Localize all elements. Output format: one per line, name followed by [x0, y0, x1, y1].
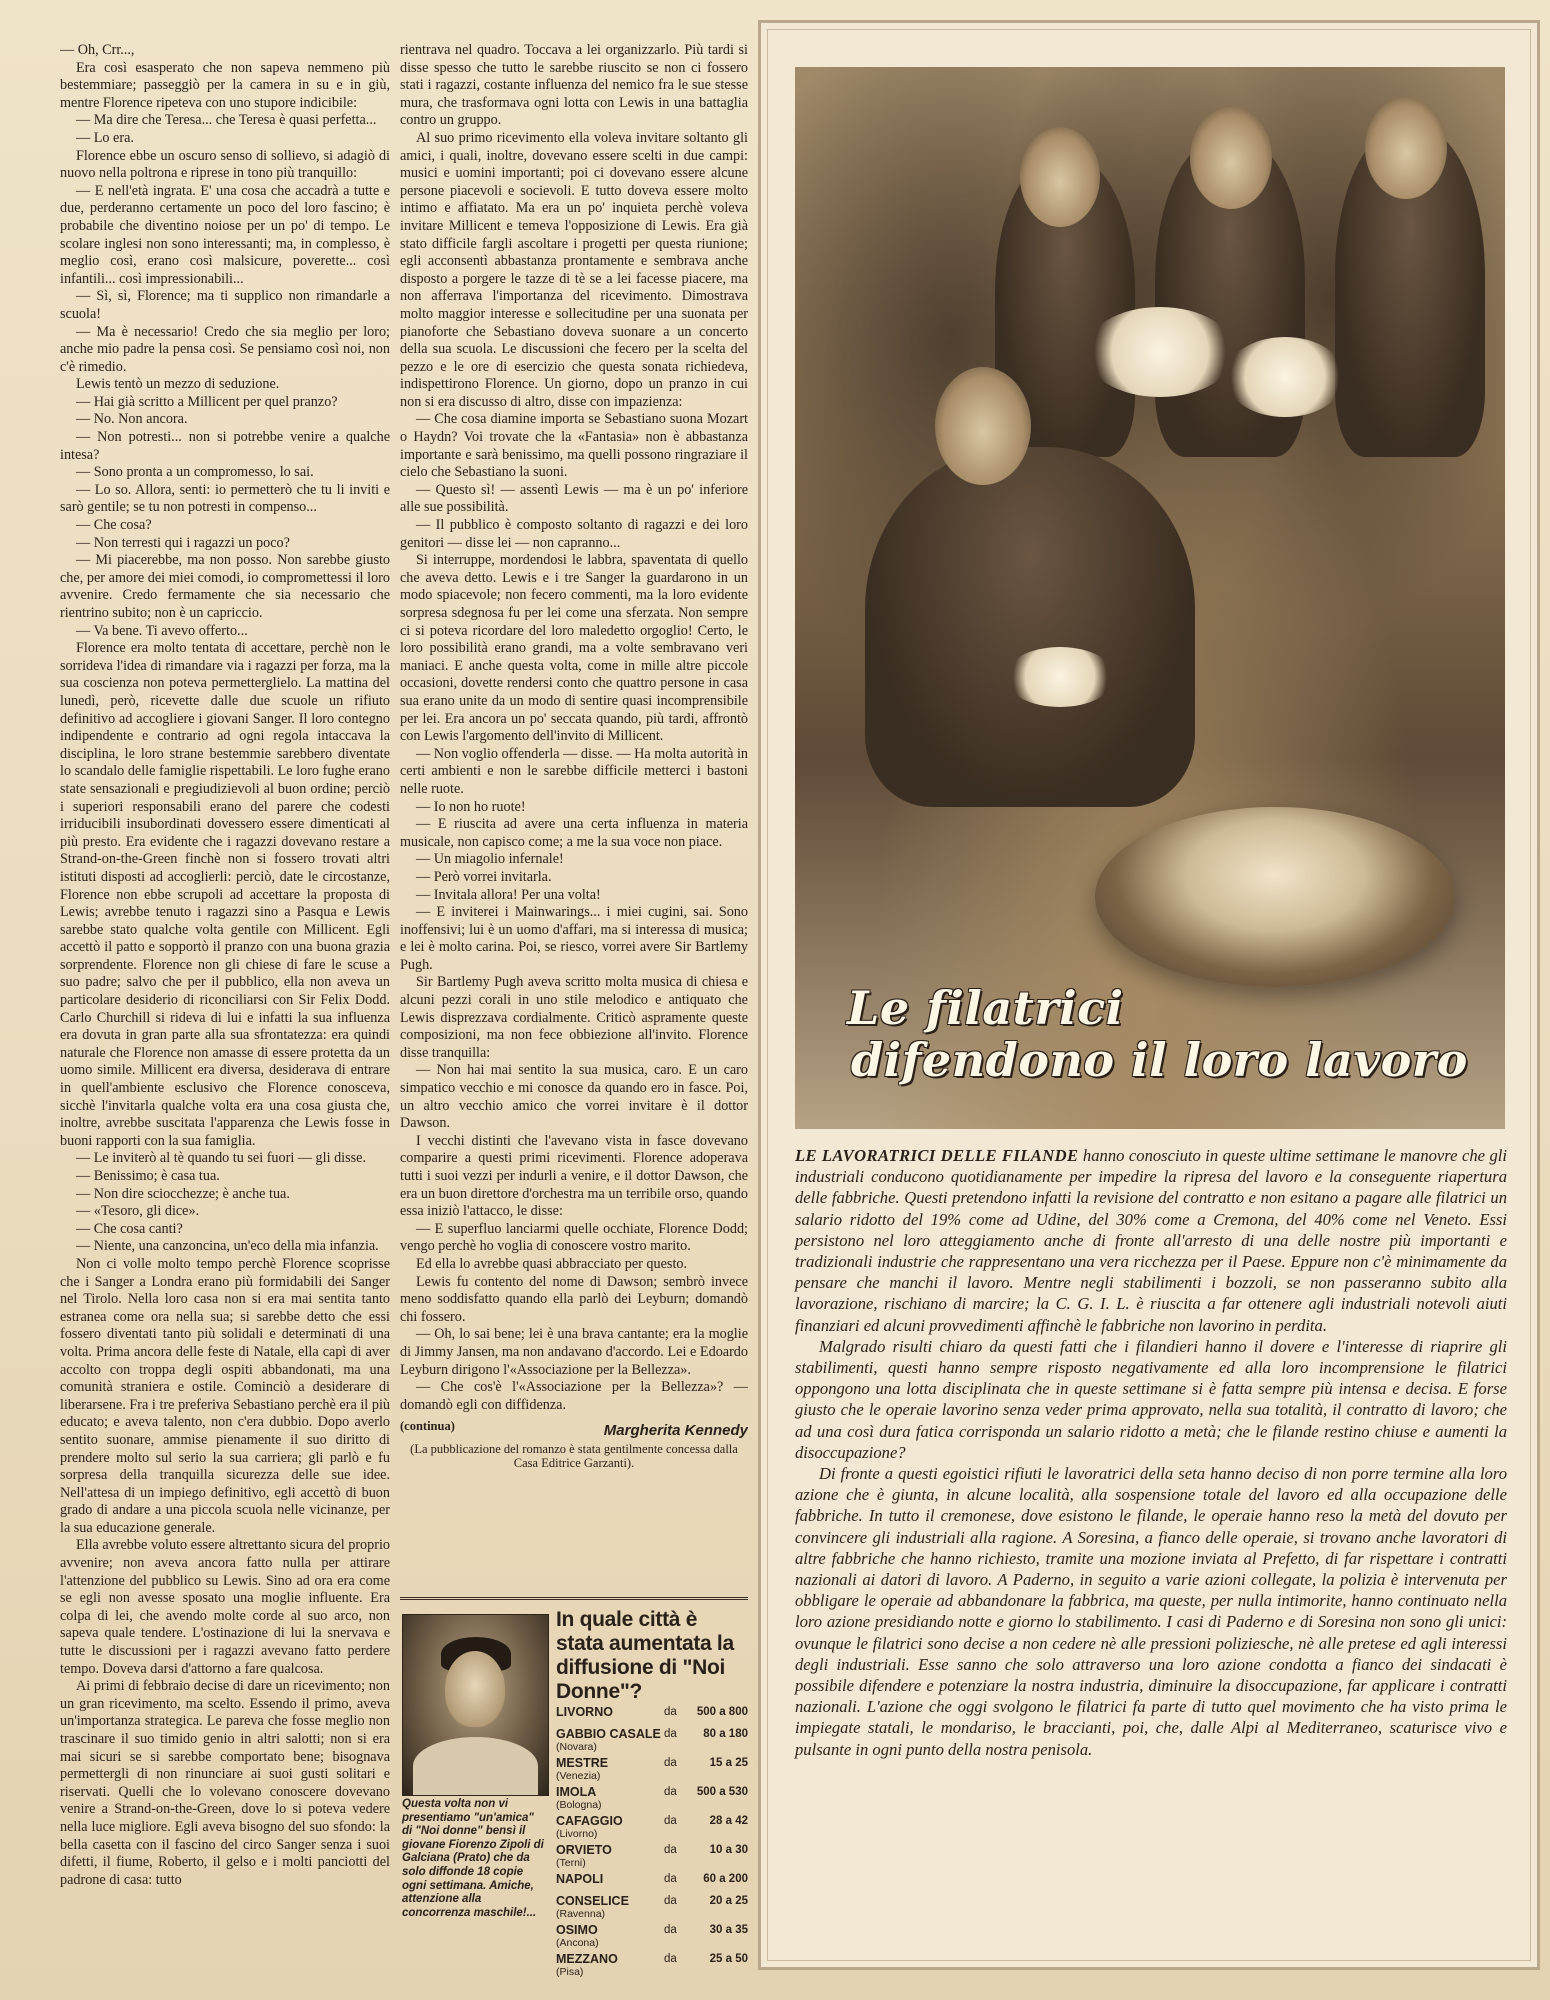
novel-paragraph: — E inviterei i Mainwarings... i miei cugini, sai. Sono inoffensivi; lui è un uomo d'affari, ma si interessa di musica; e lei è molto carina. Poi, se riesco, vorrei avere Sir Bartlemy Pugh. [400, 904, 748, 973]
novel-paragraph: — Il pubblico è composto soltanto di ragazzi e dei loro genitori — disse lei — non capranno... [400, 517, 748, 551]
novel-paragraph: — Non potresti... non si potrebbe venire a qualche intesa? [60, 429, 390, 463]
novel-paragraph: — No. Non ancora. [76, 411, 188, 428]
city-row [556, 1757, 748, 1786]
city-name-block [556, 1895, 664, 1920]
novel-paragraph: — Questo sì! — assentì Lewis — ma è un po' inferiore alle sue possibilità. [400, 481, 748, 516]
novel-paragraph: Lewis fu contento del nome di Dawson; sembrò invece meno soddisfatto quando ella parlò dei Leyburn; domandò chi fossero. [400, 1273, 748, 1325]
city-name-block [556, 1815, 664, 1840]
novel-column-1 [60, 42, 390, 1977]
city-province: (Livorno) [556, 1828, 598, 1840]
publication-note: (La pubblicazione del romanzo è stata gentilmente concessa dalla Casa Editrice Garzanti). [410, 1441, 738, 1471]
cocoon-basket [1095, 807, 1455, 987]
article-lead: LE LAVORATRICI DELLE FILANDE [795, 1146, 1079, 1165]
continuation-line [400, 1418, 748, 1440]
city-range: 25 a 50 [709, 1953, 748, 1965]
city-province: (Bologna) [556, 1799, 602, 1811]
article-body [795, 1145, 1507, 1760]
novel-paragraph: — Benissimo; è casa tua. [76, 1168, 220, 1184]
city-province: (Ravenna) [556, 1908, 606, 1920]
novel-paragraph: — Oh, Crr..., [60, 42, 135, 58]
city-name: CAFAGGIO [556, 1814, 623, 1828]
city-from-label: da [664, 1728, 677, 1740]
worker-head [1365, 97, 1447, 199]
city-row [556, 1873, 748, 1895]
novel-paragraph: — Ma è necessario! Credo che sia meglio per loro; anche mio padre la pensa così. Se pensiamo così noi, non c'è rimedio. [60, 323, 390, 375]
photo-caption: Questa volta non vi presentiamo "un'amica" di "Noi donne" bensì il giovane Fiorenzo Zipoli di Galciana (Prato) che da solo diffonde 18 copie ogni settimana. Amiche, attenzione alla concorrenza maschile!... [402, 1798, 544, 1919]
novel-paragraph: Sir Bartlemy Pugh aveva scritto molta musica di chiesa e alcuni pezzi corali in uno stile melodico e antiquato che Lewis disprezzava cordialmente. Criticò aspramente queste composizioni, ma non fece obbiezione all'invito. Florence disse tranquilla: [400, 974, 748, 1061]
city-list [556, 1706, 748, 1982]
city-name: GABBIO CASALE [556, 1727, 661, 1741]
city-name-block [556, 1953, 664, 1978]
novel-paragraph: — Che cos'è l'«Associazione per la Bellezza»? — domandò egli con diffidenza. [400, 1379, 748, 1413]
city-from-label: da [664, 1706, 677, 1718]
novel-paragraph: — Che cosa diamine importa se Sebastiano suona Mozart o Haydn? Voi trovate che la «Fantasia» non è abbastanza importante e sarà benissimo, ma quelli possono ringraziare il cielo che Sebastiano la suoni. [400, 411, 748, 481]
city-row [556, 1786, 748, 1815]
novel-paragraph: Florence era molto tentata di accettare, perchè non le sorrideva l'idea di rimandare via i ragazzi per forza, ma la sua coscienza non poteva permetterglielo. La mattina del lunedì, però, ricevette dalle due scuole un rifiuto definitivo ad accogliere i giovani Sanger. Il loro contegno indipendente e contrario ad ogni regola intaccava la disciplina, le loro strane bestemmie sarebbero diventate lo scandalo delle famiglie rispettabili. Le loro fughe erano state sensazionali e pregiudizievoli al buon ordine; perciò i superiori responsabili erano del parere che codesti irriducibili insubordinati dovessero essere dimenticati al più presto. Era evidente che i ragazzi dovevano restare a Strand-on-the-Green finchè non si fossero trovati altri istituti disposti ad accoglierli: perciò, date le circostanze, Florence non ebbe scrupoli ad accettare la proposta di Lewis; avrebbe tenuto i ragazzi sino a Pasqua e Lewis sarebbe stato qualche volta gentile con Millicent. Egli accettò il patto e sopportò il pranzo con una buona grazia sorprendente. Florence non gli chiese di fare le scuse a suo padre; salvo che per il pubblico, ella non aveva un particolare desiderio di riconciliarsi con Sir Felix Dodd. Carlo Churchill si rideva di lui e infatti la sua influenza era dovuta in gran parte alla sua sfrontatezza: era quindi naturale che Florence non amasse di essere protetta da un uomo simile. Millicent era diversa, desiderava di entrare in quell'ambiente esclusivo che Florence conosceva, sicchè l'invitarla qualche volta era una cosa giusta che, inoltre, avrebbe suscitata l'apparenza che Lewis fosse in buoni rapporti con la sua famiglia. [60, 640, 390, 1149]
novel-column-2 [400, 42, 748, 1587]
novel-paragraph: I vecchi distinti che l'avevano vista in fasce dovevano comparire a questi primi ricevimenti. Florence adoperava tutti i suoi vezzi per indurli a venire, e il dottor Dawson, che era un buon direttore d'orchestra ma un terribile orso, quando essa iniziò l'attacco, le disse: [400, 1132, 748, 1220]
city-name-block [556, 1924, 664, 1949]
headline-line-1: Le filatrici [847, 981, 1124, 1035]
cocoons [1225, 337, 1345, 417]
cocoons [1085, 307, 1235, 397]
novel-paragraph: — Non voglio offenderla — disse. — Ha molta autorità in certi ambienti e non le sarebbe difficile metterci i bastoni nelle ruote. [400, 745, 748, 797]
article-paragraph-text: hanno conosciuto in queste ultime settimane le manovre che gli industriali conducono quotidianamente per impedire la ripresa del lavoro e la conseguente riapertura delle fabbriche. Questi pretendono infatti la revisione del contratto e non esitano a pagare alle filatrici un salario ridotto del 19% come ad Udine, del 30% come a Cremona, del 40% come nel Veneto. Essi persistono nel loro atteggiamento anche di fronte all'arresto di una delle nostre più importanti e tradizionali industrie che rappresentano una vera ricchezza per il Paese. Eppure non c'è minimamente da pensare che manchi il lavoro. Mentre negli stabilimenti i bozzoli, se non passeranno subito alla lavorazione, rischiano di marcire; la C. G. I. L. è riuscita a far ottenere agli industriali notevoli aiuti finanziari ed alcuni provvedimenti affinchè le fabbriche non lavorino in perdita. [795, 1146, 1508, 1335]
city-name: ORVIETO [556, 1843, 612, 1857]
city-province: (Ancona) [556, 1937, 599, 1949]
novel-paragraph: — Un miagolio infernale! [416, 851, 564, 868]
novel-paragraph: Ai primi di febbraio decise di dare un ricevimento; non un gran ricevimento, ma scelto. Essendo il primo, aveva un'importanza strategica. Le pareva che fosse meglio non trascinare il suo timido genio in altri salotti; non si era mai sicuri se si sarebbe comportato bene; bisognava permettergli di non rinunciare ai suoi gusti solitari e riservati. Quelli che lo volevano conoscere dovevano venire a Strand-on-the-Green, dove lo si poteva vedere nella luce migliore. Egli aveva bisogno del suo sfondo: la bella casetta con il fascino del circo Sanger senza i suoi difetti, il fiume, Roberto, il gelso e i molti panciotti del padrone di casa: tutto [60, 1678, 390, 1888]
novel-paragraph: — Mi piacerebbe, ma non posso. Non sarebbe giusto che, per amore dei miei comodi, io compromettessi il loro avvenire. Credo fermamente che sia necessario che rientrino subito; non è un capriccio. [60, 552, 390, 621]
novel-paragraph: — Non terresti qui i ragazzi un poco? [76, 534, 290, 551]
novel-paragraph: — Lo so. Allora, senti: io permetterò che tu li inviti e sarò gentile; se tu non potresti in compenso... [60, 481, 390, 516]
city-row [556, 1924, 748, 1953]
article-paragraph: Di fronte a questi egoistici rifiuti le lavoratrici della seta hanno deciso di non porre termine alla loro azione che è giunta, in alcune località, alla sospensione totale del lavoro ed alla occupazione delle fabbriche. In tutto il cremonese, dove esistono le filande, le operaie hanno reso la metà del dovuto per convincere gli industriali alla ragione. A Soresina, a fianco delle operaie, si trovano anche lavoratori di altre fabbriche che hanno richiesto, tramite una mozione inviata al Prefetto, di far rispettare i contratti nazionali ai datori di lavoro. A Paderno, in seguito a varie azioni collegate, la polizia è intervenuta per obbligare le operaie ad abbandonare la fabbrica, ma queste, per nulla intimorite, hanno continuato nella loro azione presidiando notte e giorno lo stabilimento. I casi di Paderno e di Soresina non sono gli unici: ovunque le filatrici sono decise a non cedere nè alle pressioni poliziesche, nè alle pretese ed agli interessi degli industriali. Esse sanno che solo attraverso una loro azione condotta a fianco dei sindacati è possibile difendere e potenziare la nostra industria, diminuire la disoccupazione, far applicare i contratti nazionali. L'azione che oggi svolgono le filatrici fa parte di tutto quel movimento che ha visto prima le impiegate statali, le mondariso, le braccianti, poi, che, dalle Alpi al Mediterraneo, scaturisce vivo e pulsante in ogni punto della nostra penisola. [795, 1464, 1507, 1759]
city-from-label: da [664, 1924, 677, 1936]
novel-paragraph: — E riuscita ad avere una certa influenza in materia musicale, non capisco come; a me la sua voce non piace. [400, 816, 748, 850]
novel-paragraph: — Sì, sì, Florence; ma ti supplico non rimandarle a scuola! [60, 288, 390, 322]
city-province: (Venezia) [556, 1770, 601, 1782]
city-range: 15 a 25 [709, 1757, 748, 1769]
novel-paragraph: — «Tesoro, gli dice». [76, 1203, 200, 1220]
city-name-block [556, 1844, 664, 1869]
city-from-label: da [664, 1786, 677, 1798]
novel-paragraph: Era così esasperato che non sapeva nemmeno più bestemmiare; passeggiò per la camera in su e in giù, mentre Florence ripeteva con uno stupore indicibile: [60, 59, 390, 111]
novel-paragraph: rientrava nel quadro. Toccava a lei organizzarlo. Più tardi si disse spesso che tutto le sarebbe riuscito se non ci fossero stati i ragazzi, costante influenza del nemico fra le sue stesse mura, che trasformava ogni lotta con Lewis in una battaglia contro un gruppo. [400, 42, 748, 129]
worker-head [935, 367, 1031, 485]
city-name: MESTRE [556, 1756, 609, 1770]
worker-head [1020, 127, 1100, 227]
novel-paragraph: — Ma dire che Teresa... che Teresa è quasi perfetta... [76, 112, 377, 129]
city-name-block [556, 1728, 664, 1753]
article-paragraph: Malgrado risulti chiaro da questi fatti che i filandieri hanno il dovere e l'interesse di riaprire gli stabilimenti, questi hanno sempre risposto negativamente ed alla loro incomprensione le filatrici oppongono una lotta disciplinata che in queste settimane si è fatta sempre più intensa e decisa. E forse giusto che le operaie lavorino senza veder prima approvato, nella sua totalità, il contratto di lavoro; che ad una così dura fatica corrisponda un salario ridotto a metà; che le filande restino chiuse e aumenti la disoccupazione? [795, 1336, 1507, 1462]
worker-head [1190, 107, 1272, 209]
city-from-label: da [664, 1815, 677, 1827]
city-row [556, 1844, 748, 1873]
city-row [556, 1895, 748, 1924]
city-name-block [556, 1873, 664, 1886]
novel-paragraph: — Non dire sciocchezze; è anche tua. [76, 1185, 290, 1202]
city-range: 20 a 25 [709, 1895, 748, 1907]
silk-workers-photo [795, 67, 1505, 1129]
city-range: 80 a 180 [703, 1728, 748, 1740]
city-range: 30 a 35 [709, 1924, 748, 1936]
city-province: (Pisa) [556, 1966, 584, 1978]
city-from-label: da [664, 1953, 677, 1965]
city-row [556, 1953, 748, 1982]
novel-paragraph: Florence ebbe un oscuro senso di sollievo, si adagiò di nuovo nella poltrona e riprese in tono più tranquillo: [60, 147, 390, 182]
city-range: 500 a 800 [696, 1706, 748, 1718]
novel-paragraph: Non ci volle molto tempo perchè Florence scoprisse che i Sanger a Londra erano più formidabili dei Sanger nel Tirolo. Nella loro casa non si era mai sentita tanto estranea come ora nella sua; si sarebbe detto che essi fossero diventati tanto più solidali e determinati di una volta. Prima ancora delle feste di Natale, ella capì di aver accolto con troppa degli ospiti abbandonati, ma una comunità straniera e ostile. Cominciò a desiderare di liberarsene. Fra i tre preferiva Sebastiano perchè era il più educato; e aveva talento, non c'era dubbio. Dopo averlo sentito suonare, ammise pienamente il suo diritto di prendere molto sul serio la sua carriera; gli parlò e fu sorpresa della tranquilla sicurezza delle sue idee. Nell'attesa di un impiego definitivo, egli accettò di buon grado di andare a una piccola scuola nelle vicinanze, per la sua educazione generale. [60, 1255, 390, 1536]
filatrici-article [758, 20, 1540, 1970]
city-from-label: da [664, 1757, 677, 1769]
city-name-block [556, 1706, 664, 1719]
novel-paragraph: — Non hai mai sentito la sua musica, caro. E un caro simpatico vecchio e mi conosce da quando ero in fasce. Poi, un altro vecchio amico che vorrei invitare è il dottor Dawson. [400, 1062, 748, 1132]
novel-column-2-text [400, 42, 748, 1414]
city-province: (Terni) [556, 1857, 586, 1869]
article-headline [847, 982, 1487, 1086]
city-name: LIVORNO [556, 1705, 613, 1719]
city-row [556, 1706, 748, 1728]
portrait-face [445, 1651, 505, 1727]
novel-paragraph: Al suo primo ricevimento ella voleva invitare soltanto gli amici, i quali, inoltre, dovevano essere scelti in due campi: musici e uomini importanti; poi ci dovevano essere alcune persone piacevoli e socievoli. E tutto doveva essere molto intimo e affiatato. Ma era un po' inquieta perchè voleva invitare Millicent e temeva l'opposizione di Lewis. Era già stato difficile fargli ascoltare i progetti per questa riunione; egli acconsentì abbastanza prontamente e sembrava anche disposto a porgere le tazze di tè se a lei facesse piacere, ma non afferrava l'importanza del ricevimento. Dimostrava molto maggior interesse e sollecitudine per una suonata per pianoforte che Sebastiano doveva suonare a un concerto della sua scuola. Le discussioni che fecero per la scelta del pezzo e le ore di esercizio che questa sonata richiedeva, indispettirono Florence. Un giorno, dopo un pranzo in cui non si era discusso di altro, disse con impazienza: [400, 129, 748, 410]
city-name-block [556, 1786, 664, 1811]
city-range: 60 a 200 [703, 1873, 748, 1885]
novel-paragraph: — Io non ho ruote! [416, 798, 526, 815]
city-from-label: da [664, 1895, 677, 1907]
novel-paragraph: — Che cosa? [76, 517, 152, 534]
novel-paragraph: — Oh, lo sai bene; lei è una brava cantante; era la moglie di Jimmy Jansen, ma non andavano d'accordo. Lei e Edoardo Leyburn dirigono l'«Associazione per la Bellezza». [400, 1326, 748, 1378]
city-name: CONSELICE [556, 1894, 629, 1908]
novel-paragraph: Ed ella lo avrebbe quasi abbracciato per questo. [416, 1255, 688, 1272]
novel-paragraph: Si interruppe, mordendosi le labbra, spaventata di quello che aveva detto. Lewis e i tre Sanger la guardarono in un modo spiacevole; non fecero commenti, ma la loro evidente sorpresa sdegnosa fu per lei come una sferzata. Non sempre ci si poteva ricordare del loro maledetto orgoglio! Certo, le loro possibilità erano grandi, ma a volte sembravano veri maniaci. E anche questa volta, come in mille altre piccole occasioni, dovette rendersi conto che quattro persone in casa sua erano unite da un modo di sentire quasi incomprensibile per lei. Era ancora un po' seccata quando, più tardi, affrontò con Lewis l'argomento dell'invito di Millicent. [400, 552, 748, 745]
novel-paragraph: — Però vorrei invitarla. [416, 868, 552, 885]
circulation-title: In quale città è stata aumentata la diffusione di "Noi Donne"? [556, 1608, 734, 1703]
city-name: OSIMO [556, 1923, 598, 1937]
author-signature: Margherita Kennedy [603, 1422, 748, 1440]
city-range: 500 a 530 [696, 1786, 748, 1798]
city-name-block [556, 1757, 664, 1782]
boy-portrait-photo [402, 1614, 549, 1796]
city-name: IMOLA [556, 1785, 597, 1799]
city-range: 28 a 42 [709, 1815, 748, 1827]
novel-paragraph: — Niente, una canzoncina, un'eco della mia infanzia. [76, 1238, 379, 1255]
novel-paragraph: — Va bene. Ti avevo offerto... [76, 622, 248, 639]
city-province: (Novara) [556, 1741, 597, 1753]
city-from-label: da [664, 1873, 677, 1885]
novel-paragraph: Ella avrebbe voluto essere altrettanto sicura del proprio avvenire; non aveva ancora fatto nulla per attirare l'attenzione del pubblico su Lewis. Sino ad ora era come se egli non avesse sposato una moglie influente. Era colpa di lei, che avendo molte corde al suo arco, non sapeva quale tendere. L'ostinazione di lui la snervava e tutte le discussioni per i ragazzi avevano fatto perdere tempo. Doveva darsi d'attorno a fare qualcosa. [60, 1537, 390, 1677]
novel-paragraph: — Lo era. [76, 129, 134, 146]
city-range: 10 a 30 [709, 1844, 748, 1856]
novel-paragraph: — E superfluo lanciarmi quelle occhiate, Florence Dodd; vengo perchè ho voglia di conoscere vostro marito. [400, 1220, 748, 1255]
novel-paragraph: — Hai già scritto a Millicent per quel pranzo? [76, 393, 338, 410]
worker-figure [865, 447, 1195, 807]
cocoons [1005, 647, 1115, 707]
novel-paragraph: — E nell'età ingrata. E' una cosa che accadrà a tutte e due, perderanno certamente un poco del loro fascino; è probabile che diventino noiose per un po' di tempo. Le scolare inglesi non sono interessanti; ma, in complesso, è meglio così, erano così malsicure, poverette... così infantili... così impressionabili... [60, 182, 390, 287]
city-name: NAPOLI [556, 1872, 604, 1886]
city-name: MEZZANO [556, 1952, 618, 1966]
novel-paragraph: — Sono pronta a un compromesso, lo sai. [76, 464, 314, 481]
novel-paragraph: Lewis tentò un mezzo di seduzione. [76, 376, 280, 393]
continua-label: (continua) [400, 1419, 455, 1434]
city-from-label: da [664, 1844, 677, 1856]
novel-paragraph: — Che cosa canti? [76, 1220, 183, 1237]
circulation-box [400, 1597, 748, 1978]
city-row [556, 1728, 748, 1757]
novel-paragraph: — Le inviterò al tè quando tu sei fuori — gli disse. [76, 1150, 366, 1167]
portrait-shirt [413, 1737, 538, 1795]
novel-paragraph: — Invitala allora! Per una volta! [416, 886, 601, 903]
article-paragraph [795, 1145, 1507, 1336]
city-row [556, 1815, 748, 1844]
headline-line-2: difendono il loro lavoro [851, 1033, 1468, 1087]
